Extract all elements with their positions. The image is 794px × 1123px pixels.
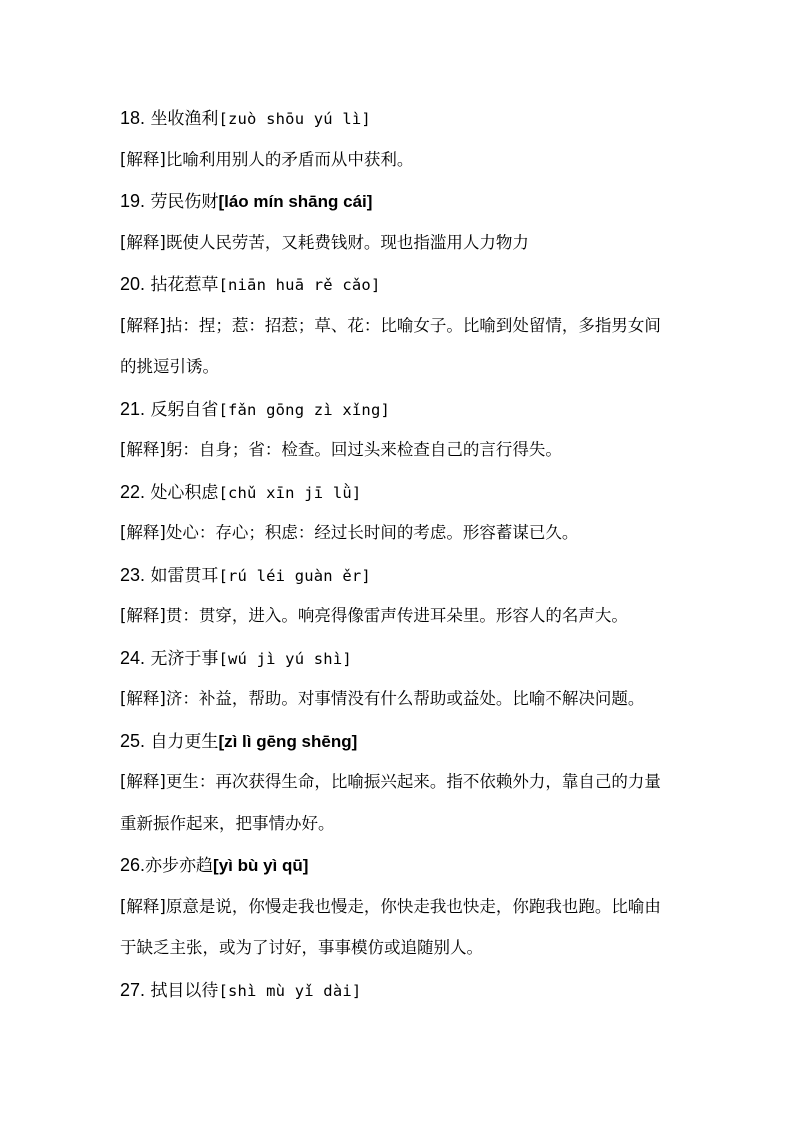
entry-pinyin: [láo mín shāng cái] bbox=[218, 192, 373, 211]
entry-number: 27. bbox=[120, 979, 146, 1000]
entry-explanation: [解释]原意是说，你慢走我也慢走，你快走我也快走，你跑我也跑。比喻由 bbox=[120, 896, 661, 916]
entry-pinyin: [shì mù yǐ dài] bbox=[218, 981, 362, 1000]
entry-number: 23. bbox=[120, 564, 146, 585]
entry-number: 22. bbox=[120, 481, 146, 502]
entry-heading bbox=[120, 270, 740, 312]
entry-explanation-continued: 重新振作起来，把事情办好。 bbox=[120, 813, 335, 833]
entry-explanation: [解释]比喻利用别人的矛盾而从中获利。 bbox=[120, 149, 414, 169]
entry-heading bbox=[120, 727, 740, 769]
entry-explanation: [解释]贯：贯穿，进入。响亮得像雷声传进耳朵里。形容人的名声大。 bbox=[120, 606, 628, 625]
entry-explanation: [解释]既使人民劳苦，又耗费钱财。现也指滥用人力物力 bbox=[120, 232, 529, 252]
entry-pinyin: [rú léi guàn ěr] bbox=[218, 566, 371, 585]
entry-heading bbox=[120, 976, 740, 1018]
entry-term: 反躬自省 bbox=[150, 399, 219, 420]
entry-pinyin: [fǎn gōng zì xǐng] bbox=[218, 400, 391, 419]
entry-pinyin: [niān huā rě cǎo] bbox=[218, 276, 381, 294]
entry-heading bbox=[120, 851, 740, 893]
entry-number: 24. bbox=[120, 647, 146, 668]
idiom-document bbox=[120, 104, 740, 1017]
entry-term: 劳民伤财 bbox=[150, 192, 219, 212]
entry-term: 自力更生 bbox=[150, 731, 219, 752]
entry-heading bbox=[120, 478, 740, 520]
entry-term: 如雷贯耳 bbox=[150, 565, 219, 586]
entry-term: 亦步亦趋 bbox=[145, 856, 214, 876]
entry-number: 21. bbox=[120, 398, 146, 419]
entry-term: 拭目以待 bbox=[150, 980, 219, 1001]
entry-heading bbox=[120, 187, 740, 229]
entry-number: 26. bbox=[120, 855, 146, 875]
entry-pinyin: [chǔ xīn jī lǜ] bbox=[218, 483, 362, 502]
entry-term: 无济于事 bbox=[150, 648, 219, 669]
entry-heading bbox=[120, 644, 740, 686]
entry-heading bbox=[120, 561, 740, 603]
entry-pinyin: [zì lì gēng shēng] bbox=[218, 731, 358, 751]
entry-explanation: [解释]更生：再次获得生命，比喻振兴起来。指不依赖外力，靠自己的力量 bbox=[120, 772, 661, 791]
entry-pinyin: [wú jì yú shì] bbox=[218, 649, 352, 668]
entry-explanation-continued: 于缺乏主张，或为了讨好，事事模仿或追随别人。 bbox=[120, 938, 483, 957]
entry-number: 18. bbox=[120, 108, 146, 128]
entry-pinyin: [yì bù yì qū] bbox=[213, 856, 309, 875]
entry-explanation: [解释]处心：存心；积虑：经过长时间的考虑。形容蓄谋已久。 bbox=[120, 523, 579, 542]
entry-pinyin: [zuò shōu yú lì] bbox=[218, 110, 371, 128]
entry-term: 坐收渔利 bbox=[150, 109, 219, 129]
entry-number: 19. bbox=[120, 191, 146, 211]
entry-explanation: [解释]拈：捏；惹：招惹；草、花：比喻女子。比喻到处留情，多指男女间 bbox=[120, 315, 661, 335]
entry-term: 拈花惹草 bbox=[150, 275, 219, 295]
entry-heading bbox=[120, 104, 740, 146]
entry-heading bbox=[120, 395, 740, 437]
entry-explanation: [解释]躬：自身；省：检查。回过头来检查自己的言行得失。 bbox=[120, 440, 562, 459]
entry-explanation: [解释]济：补益，帮助。对事情没有什么帮助或益处。比喻不解决问题。 bbox=[120, 689, 645, 708]
entry-number: 20. bbox=[120, 274, 146, 294]
entry-term: 处心积虑 bbox=[150, 482, 219, 503]
entry-number: 25. bbox=[120, 730, 146, 751]
entry-explanation-continued: 的挑逗引诱。 bbox=[120, 357, 219, 376]
